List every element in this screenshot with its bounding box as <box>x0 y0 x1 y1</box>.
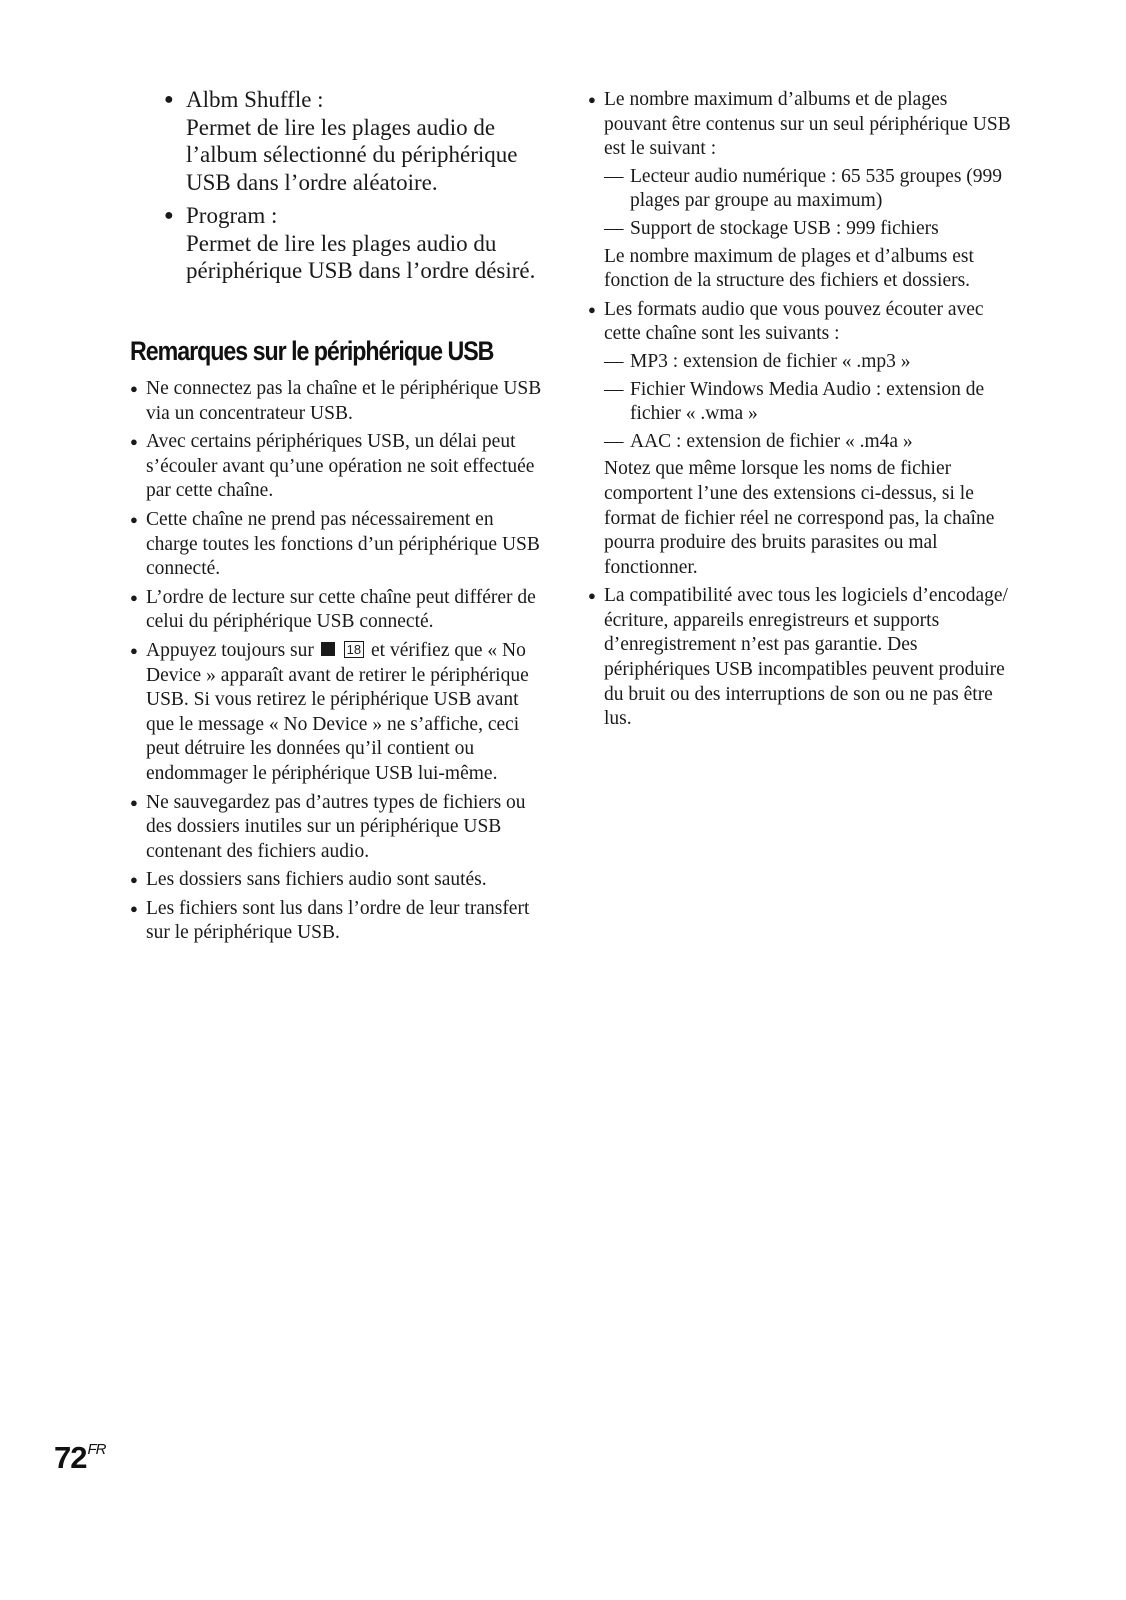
note-text: Appuyez toujours sur <box>146 639 314 661</box>
note-text: La compatibilité avec tous les logiciels d’encodage/écriture, appareils enregistreurs et supports d’enregistrement n’est pas garantie. Des périphériques USB incompatibles peuvent produire du bruit ou des interruptions de son ou ne pas être lus. <box>604 585 1008 730</box>
sub-item: — MP3 : extension de fichier « .mp3 » <box>604 350 1013 375</box>
note-item: ● Les dossiers sans fichiers audio sont sautés. <box>130 868 550 893</box>
section-heading: Remarques sur le périphérique USB <box>130 336 494 366</box>
note-item <box>588 584 1013 732</box>
note-followup: Le nombre maximum de plages et d’albums est fonction de la structure des fichiers et dossiers. <box>604 245 974 292</box>
play-mode-name: Albm Shuffle : <box>186 87 324 112</box>
usb-notes-list-left <box>130 377 550 950</box>
note-item: ● L’ordre de lecture sur cette chaîne peut différer de celui du périphérique USB connecté. <box>130 586 550 635</box>
page-language-code: FR <box>87 1441 106 1458</box>
play-mode-name: Program : <box>186 203 278 228</box>
note-item <box>130 639 550 787</box>
note-text: Les formats audio que vous pouvez écouter avec cette chaîne sont les suivants : <box>604 298 984 345</box>
play-mode-list <box>164 86 556 291</box>
usb-notes-list-right <box>588 88 1013 736</box>
note-item <box>588 88 1013 294</box>
sub-item: — Lecteur audio numérique : 65 535 groupes (999 plages par groupe au maximum) <box>604 165 1013 214</box>
sub-item: — Fichier Windows Media Audio : extension de fichier « .wma » <box>604 378 1013 427</box>
note-item: ● Ne connectez pas la chaîne et le périphérique USB via un concentrateur USB. <box>130 377 550 426</box>
sub-item: — AAC : extension de fichier « .m4a » <box>604 430 1013 455</box>
note-item <box>588 298 1013 581</box>
play-mode-item <box>164 86 556 196</box>
page-number <box>54 1440 105 1476</box>
page-number-value: 72 <box>54 1440 87 1475</box>
play-mode-item <box>164 202 556 285</box>
note-followup: Notez que même lorsque les noms de fichier comportent l’une des extensions ci-dessus, si le format de fichier réel ne correspond pas, la chaîne pourra produire des bruits parasites ou mal fonctionner. <box>604 458 995 578</box>
note-item: ● Les fichiers sont lus dans l’ordre de leur transfert sur le périphérique USB. <box>130 897 550 946</box>
reference-number-badge: 18 <box>344 641 364 658</box>
note-sublist <box>604 350 1013 454</box>
note-item: ● Avec certains périphériques USB, un délai peut s’écouler avant qu’une opération ne soit effectuée par cette chaîne. <box>130 430 550 504</box>
note-text: et vérifiez que « No Device » apparaît avant de retirer le périphérique USB. Si vous retirez le périphérique USB avant que le message « No Device » ne s’affiche, ceci peut détruire les données qu’il contient ou endommager le périphérique USB lui-même. <box>146 639 529 784</box>
note-item: ● Cette chaîne ne prend pas nécessairement en charge toutes les fonctions d’un périphérique USB connecté. <box>130 508 550 582</box>
play-mode-description: Permet de lire les plages audio de l’album sélectionné du périphérique USB dans l’ordre aléatoire. <box>186 114 518 195</box>
stop-square-icon <box>321 642 335 656</box>
note-sublist <box>604 165 1013 242</box>
note-text: Le nombre maximum d’albums et de plages pouvant être contenus sur un seul périphérique USB est le suivant : <box>604 89 1011 160</box>
note-item: ● Ne sauvegardez pas d’autres types de fichiers ou des dossiers inutiles sur un périphérique USB contenant des fichiers audio. <box>130 791 550 865</box>
play-mode-description: Permet de lire les plages audio du périphérique USB dans l’ordre désiré. <box>186 230 536 283</box>
sub-item: — Support de stockage USB : 999 fichiers <box>604 217 1013 242</box>
